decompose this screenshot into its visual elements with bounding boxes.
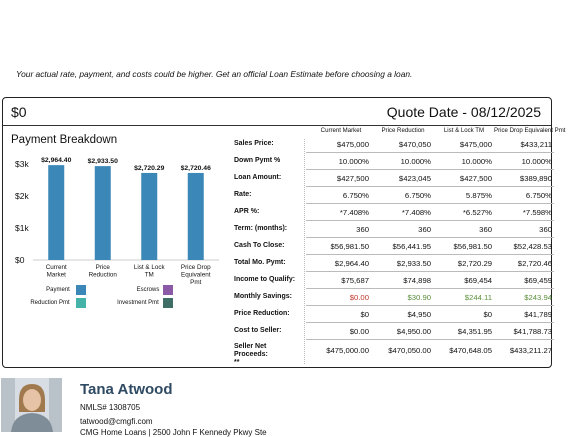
table-cell: 360 bbox=[418, 225, 431, 234]
table-cell: $74,898 bbox=[403, 276, 431, 285]
row-divider bbox=[306, 152, 554, 153]
legend-swatch bbox=[76, 285, 86, 295]
bar-4 bbox=[188, 173, 204, 260]
column-header: Current Market bbox=[320, 127, 362, 134]
bar-value-label: $2,964.40 bbox=[41, 157, 72, 165]
bar-1 bbox=[48, 165, 64, 260]
category-label: Market bbox=[46, 271, 66, 279]
table-cell: 5.875% bbox=[465, 191, 492, 200]
table-cell: $0 bbox=[360, 310, 369, 319]
quote-date-value: 08/12/2025 bbox=[470, 104, 541, 120]
table-cell: $0.00 bbox=[349, 293, 369, 302]
table-cell: 6.750% bbox=[525, 191, 552, 200]
table-cell: $69,459 bbox=[524, 276, 552, 285]
row-label: APR %: bbox=[234, 208, 260, 215]
table-cell: *6.527% bbox=[462, 208, 492, 217]
agent-avatar bbox=[1, 378, 62, 432]
bar-2 bbox=[95, 166, 111, 260]
row-label: Income to Qualify: bbox=[234, 276, 296, 283]
row-label: Cash To Close: bbox=[234, 242, 285, 249]
y-tick-label: $1k bbox=[15, 223, 29, 233]
table-cell: $75,687 bbox=[341, 276, 369, 285]
y-tick-label: $3k bbox=[15, 159, 29, 169]
table-cell: $30.90 bbox=[407, 293, 431, 302]
table-cell: $475,000 bbox=[336, 140, 369, 149]
quote-date bbox=[383, 104, 541, 120]
row-divider bbox=[306, 237, 554, 238]
table-cell: 10.000% bbox=[400, 157, 431, 166]
table-cell: $470,648.05 bbox=[449, 346, 492, 355]
legend-label: Escrows bbox=[136, 287, 160, 293]
row-divider bbox=[306, 271, 554, 272]
quote-card bbox=[2, 97, 566, 368]
row-divider bbox=[306, 254, 554, 255]
table-cell: *7.598% bbox=[522, 208, 552, 217]
table-cell: 6.750% bbox=[404, 191, 431, 200]
y-tick-label: $0 bbox=[15, 255, 25, 265]
table-cell: $4,351.95 bbox=[457, 327, 492, 336]
table-row bbox=[234, 343, 554, 366]
category-label: Reduction bbox=[88, 271, 117, 279]
legend-label: Investment Pmt bbox=[117, 300, 159, 306]
table-cell: 360 bbox=[479, 225, 492, 234]
category-label: Price Drop bbox=[180, 264, 211, 271]
table-cell: *7.408% bbox=[401, 208, 431, 217]
category-label: Current bbox=[45, 264, 67, 271]
table-cell: $41,789 bbox=[524, 310, 552, 319]
legend-swatch bbox=[163, 298, 173, 308]
category-label: Price bbox=[95, 264, 110, 271]
table-cell: $0.00 bbox=[349, 327, 369, 336]
legend-swatch bbox=[163, 285, 173, 295]
payment-breakdown-title: Payment Breakdown bbox=[11, 134, 118, 146]
table-cell: $433,211 bbox=[520, 140, 552, 149]
agent-nmls: NMLS# 1308705 bbox=[80, 403, 141, 412]
table-cell: 6.750% bbox=[342, 191, 369, 200]
row-label: Loan Amount: bbox=[234, 174, 282, 181]
table-cell: $427,500 bbox=[336, 174, 369, 183]
payment-chart bbox=[7, 150, 227, 290]
agent-email[interactable]: tatwood@cmgfi.com bbox=[80, 417, 153, 426]
table-cell: $427,500 bbox=[459, 174, 492, 183]
row-divider bbox=[306, 305, 554, 306]
category-label: Pmt bbox=[190, 279, 202, 286]
row-divider bbox=[306, 288, 554, 289]
category-label: TM bbox=[144, 271, 154, 279]
table-cell: $423,045 bbox=[398, 174, 431, 183]
row-label: Sales Price: bbox=[234, 140, 274, 147]
table-cell: *7.408% bbox=[339, 208, 369, 217]
table-cell: $475,000.00 bbox=[326, 346, 369, 355]
table-cell: 10.000% bbox=[338, 157, 369, 166]
row-divider bbox=[306, 339, 554, 340]
row-label: Down Pymt % bbox=[234, 157, 281, 164]
bar-value-label: $2,720.29 bbox=[134, 164, 165, 172]
quote-header bbox=[3, 98, 551, 126]
table-cell: $2,720.29 bbox=[457, 259, 492, 268]
table-cell: $470,050.00 bbox=[388, 346, 431, 355]
table-cell: $4,950.00 bbox=[396, 327, 431, 336]
amount-value: $0 bbox=[11, 104, 27, 120]
table-cell: $4,950 bbox=[407, 310, 431, 319]
disclaimer-text: Your actual rate, payment, and costs could be higher. Get an official Loan Estimate before choosing a loan. bbox=[16, 69, 413, 79]
column-header: Price Drop Equivalent Pmt bbox=[494, 127, 566, 134]
row-label: Term: (months): bbox=[234, 225, 288, 232]
table-cell: $475,000 bbox=[459, 140, 492, 149]
table-cell: 10.000% bbox=[461, 157, 492, 166]
row-label: Total Mo. Pymt: bbox=[234, 259, 286, 266]
table-cell: 10.000% bbox=[521, 157, 552, 166]
table-cell: $56,981.50 bbox=[330, 242, 369, 251]
legend-label: Reduction Pmt bbox=[30, 300, 70, 306]
row-label: Rate: bbox=[234, 191, 252, 198]
table-cell: $0 bbox=[483, 310, 492, 319]
table-cell: $243.94 bbox=[524, 293, 552, 302]
row-label: Cost to Seller: bbox=[234, 327, 282, 334]
row-divider bbox=[306, 186, 554, 187]
row-divider bbox=[306, 169, 554, 170]
table-cell: $52,428.53 bbox=[513, 242, 552, 251]
table-cell: $69,454 bbox=[464, 276, 492, 285]
row-divider bbox=[306, 220, 554, 221]
agent-photo bbox=[1, 378, 62, 432]
table-cell: $433,211.27 bbox=[509, 346, 552, 355]
category-label: List & Lock bbox=[133, 264, 165, 271]
category-label: Equivalent bbox=[181, 271, 211, 279]
column-header: List & Lock TM bbox=[443, 127, 485, 134]
column-header: Price Reduction bbox=[381, 127, 425, 134]
y-tick-label: $2k bbox=[15, 191, 29, 201]
row-label: Price Reduction: bbox=[234, 310, 290, 317]
quote-label: Quote Date - bbox=[386, 104, 467, 120]
table-cell: 360 bbox=[539, 225, 552, 234]
table-cell: $56,441.95 bbox=[392, 242, 431, 251]
table-cell: $56,981.50 bbox=[453, 242, 492, 251]
table-cell: $470,050 bbox=[398, 140, 431, 149]
row-label: Seller Net Proceeds: ** bbox=[234, 343, 268, 366]
table-cell: 360 bbox=[356, 225, 369, 234]
table-cell: $244.11 bbox=[464, 293, 492, 302]
row-divider bbox=[306, 203, 554, 204]
table-cell: $2,933.50 bbox=[396, 259, 431, 268]
row-divider bbox=[306, 322, 554, 323]
table-cell: $41,788.73 bbox=[513, 327, 552, 336]
table-cell: $389,890 bbox=[519, 174, 552, 183]
legend-label: Payment bbox=[46, 287, 70, 293]
table-cell: $2,964.40 bbox=[334, 259, 369, 268]
agent-name: Tana Atwood bbox=[80, 381, 173, 398]
agent-address: CMG Home Loans | 2500 John F Kennedy Pkwy Ste bbox=[80, 428, 267, 437]
row-label: Monthly Savings: bbox=[234, 293, 292, 300]
legend-swatch bbox=[76, 298, 86, 308]
bar-value-label: $2,720.46 bbox=[180, 164, 211, 172]
table-cell: $2,720.46 bbox=[517, 259, 552, 268]
bar-3 bbox=[141, 173, 157, 260]
bar-value-label: $2,933.50 bbox=[87, 158, 118, 166]
